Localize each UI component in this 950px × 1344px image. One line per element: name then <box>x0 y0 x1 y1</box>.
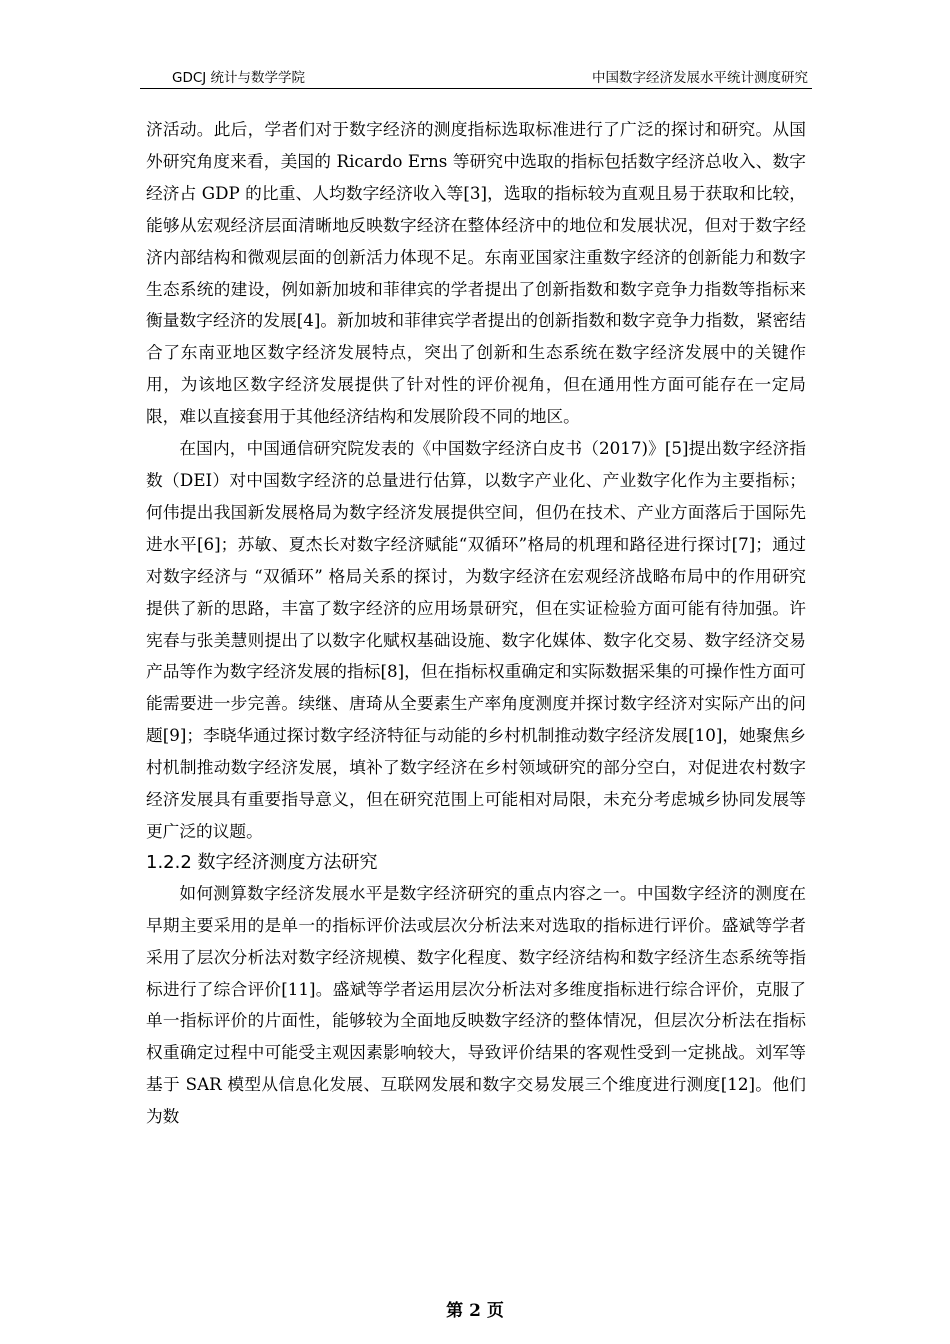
header-school: GDCJ 统计与数学学院 <box>172 70 306 86</box>
paragraph-domestic-research: 在国内，中国通信研究院发表的《中国数字经济白皮书（2017)》[5]提出数字经济指数（DEI）对中国数字经济的总量进行估算，以数字产业化、产业数字化作为主要指标；何伟提出我国新发展格局为数字经济发展提供空间，但仍在技术、产业方面落后于国际先进水平[6]；苏敏、夏杰长对数字经济赋能“双循环”格局的机理和路径进行探讨[7]；通过对数字经济与 “双循环” 格局关系的探讨，为数字经济在宏观经济战略布局中的作用研究提供了新的思路，丰富了数字经济的应用场景研究，但在实证检验方面可能有待加强。许宪春与张美慧则提出了以数字化赋权基础设施、数字化媒体、数字化交易、数字经济交易产品等作为数字经济发展的指标[8]，但在指标权重确定和实际数据采集的可操作性方面可能需要进一步完善。续继、唐琦从全要素生产率角度测度并探讨数字经济对实际产出的问题[9]；李晓华通过探讨数字经济特征与动能的乡村机制推动数字经济发展[10]，她聚焦乡村机制推动数字经济发展，填补了数字经济在乡村领域研究的部分空白，对促进农村数字经济发展具有重要指导意义，但在研究范围上可能相对局限，未充分考虑城乡协同发展等更广泛的议题。 <box>146 438 806 841</box>
page-header <box>140 62 812 89</box>
paragraph-measurement-methods: 如何测算数字经济发展水平是数字经济研究的重点内容之一。中国数字经济的测度在早期主要采用的是单一的指标评价法或层次分析法来对选取的指标进行评价。盛斌等学者采用了层次分析法对数字经济规模、数字化程度、数字经济结构和数字经济生态系统等指标进行了综合评价[11]。盛斌等学者运用层次分析法对多维度指标进行综合评价，克服了单一指标评价的片面性，能够较为全面地反映数字经济的整体情况，但层次分析法在指标权重确定过程中可能受主观因素影响较大，导致评价结果的客观性受到一定挑战。刘军等基于 SAR 模型从信息化发展、互联网发展和数字交易发展三个维度进行测度[12]。他们为数 <box>146 882 806 1127</box>
header-thesis-title: 中国数字经济发展水平统计测度研究 <box>592 70 808 86</box>
paragraph-foreign-research: 济活动。此后，学者们对于数字经济的测度指标选取标准进行了广泛的探讨和研究。从国外研究角度来看，美国的 Ricardo Erns 等研究中选取的指标包括数字经济总收入、数字经济占 GDP 的比重、人均数字经济收入等[3]，选取的指标较为直观且易于获取和比较，能够从宏观经济层面清晰地反映数字经济在整体经济中的地位和发展状况，但对于数字经济内部结构和微观层面的创新活力体现不足。东南亚国家注重数字经济的创新能力和数字生态系统的建设，例如新加坡和菲律宾的学者提出了创新指数和数字竞争力指数等指标来衡量数字经济的发展[4]。新加坡和菲律宾学者提出的创新指数和数字竞争力指数，紧密结合了东南亚地区数字经济发展特点，突出了创新和生态系统在数字经济发展中的关键作用，为该地区数字经济发展提供了针对性的评价视角，但在通用性方面可能存在一定局限，难以直接套用于其他经济结构和发展阶段不同的地区。 <box>146 119 806 427</box>
section-heading: 1.2.2 数字经济测度方法研究 <box>146 851 378 873</box>
main-content <box>146 114 806 1133</box>
page-number: 第 2 页 <box>446 1301 504 1321</box>
